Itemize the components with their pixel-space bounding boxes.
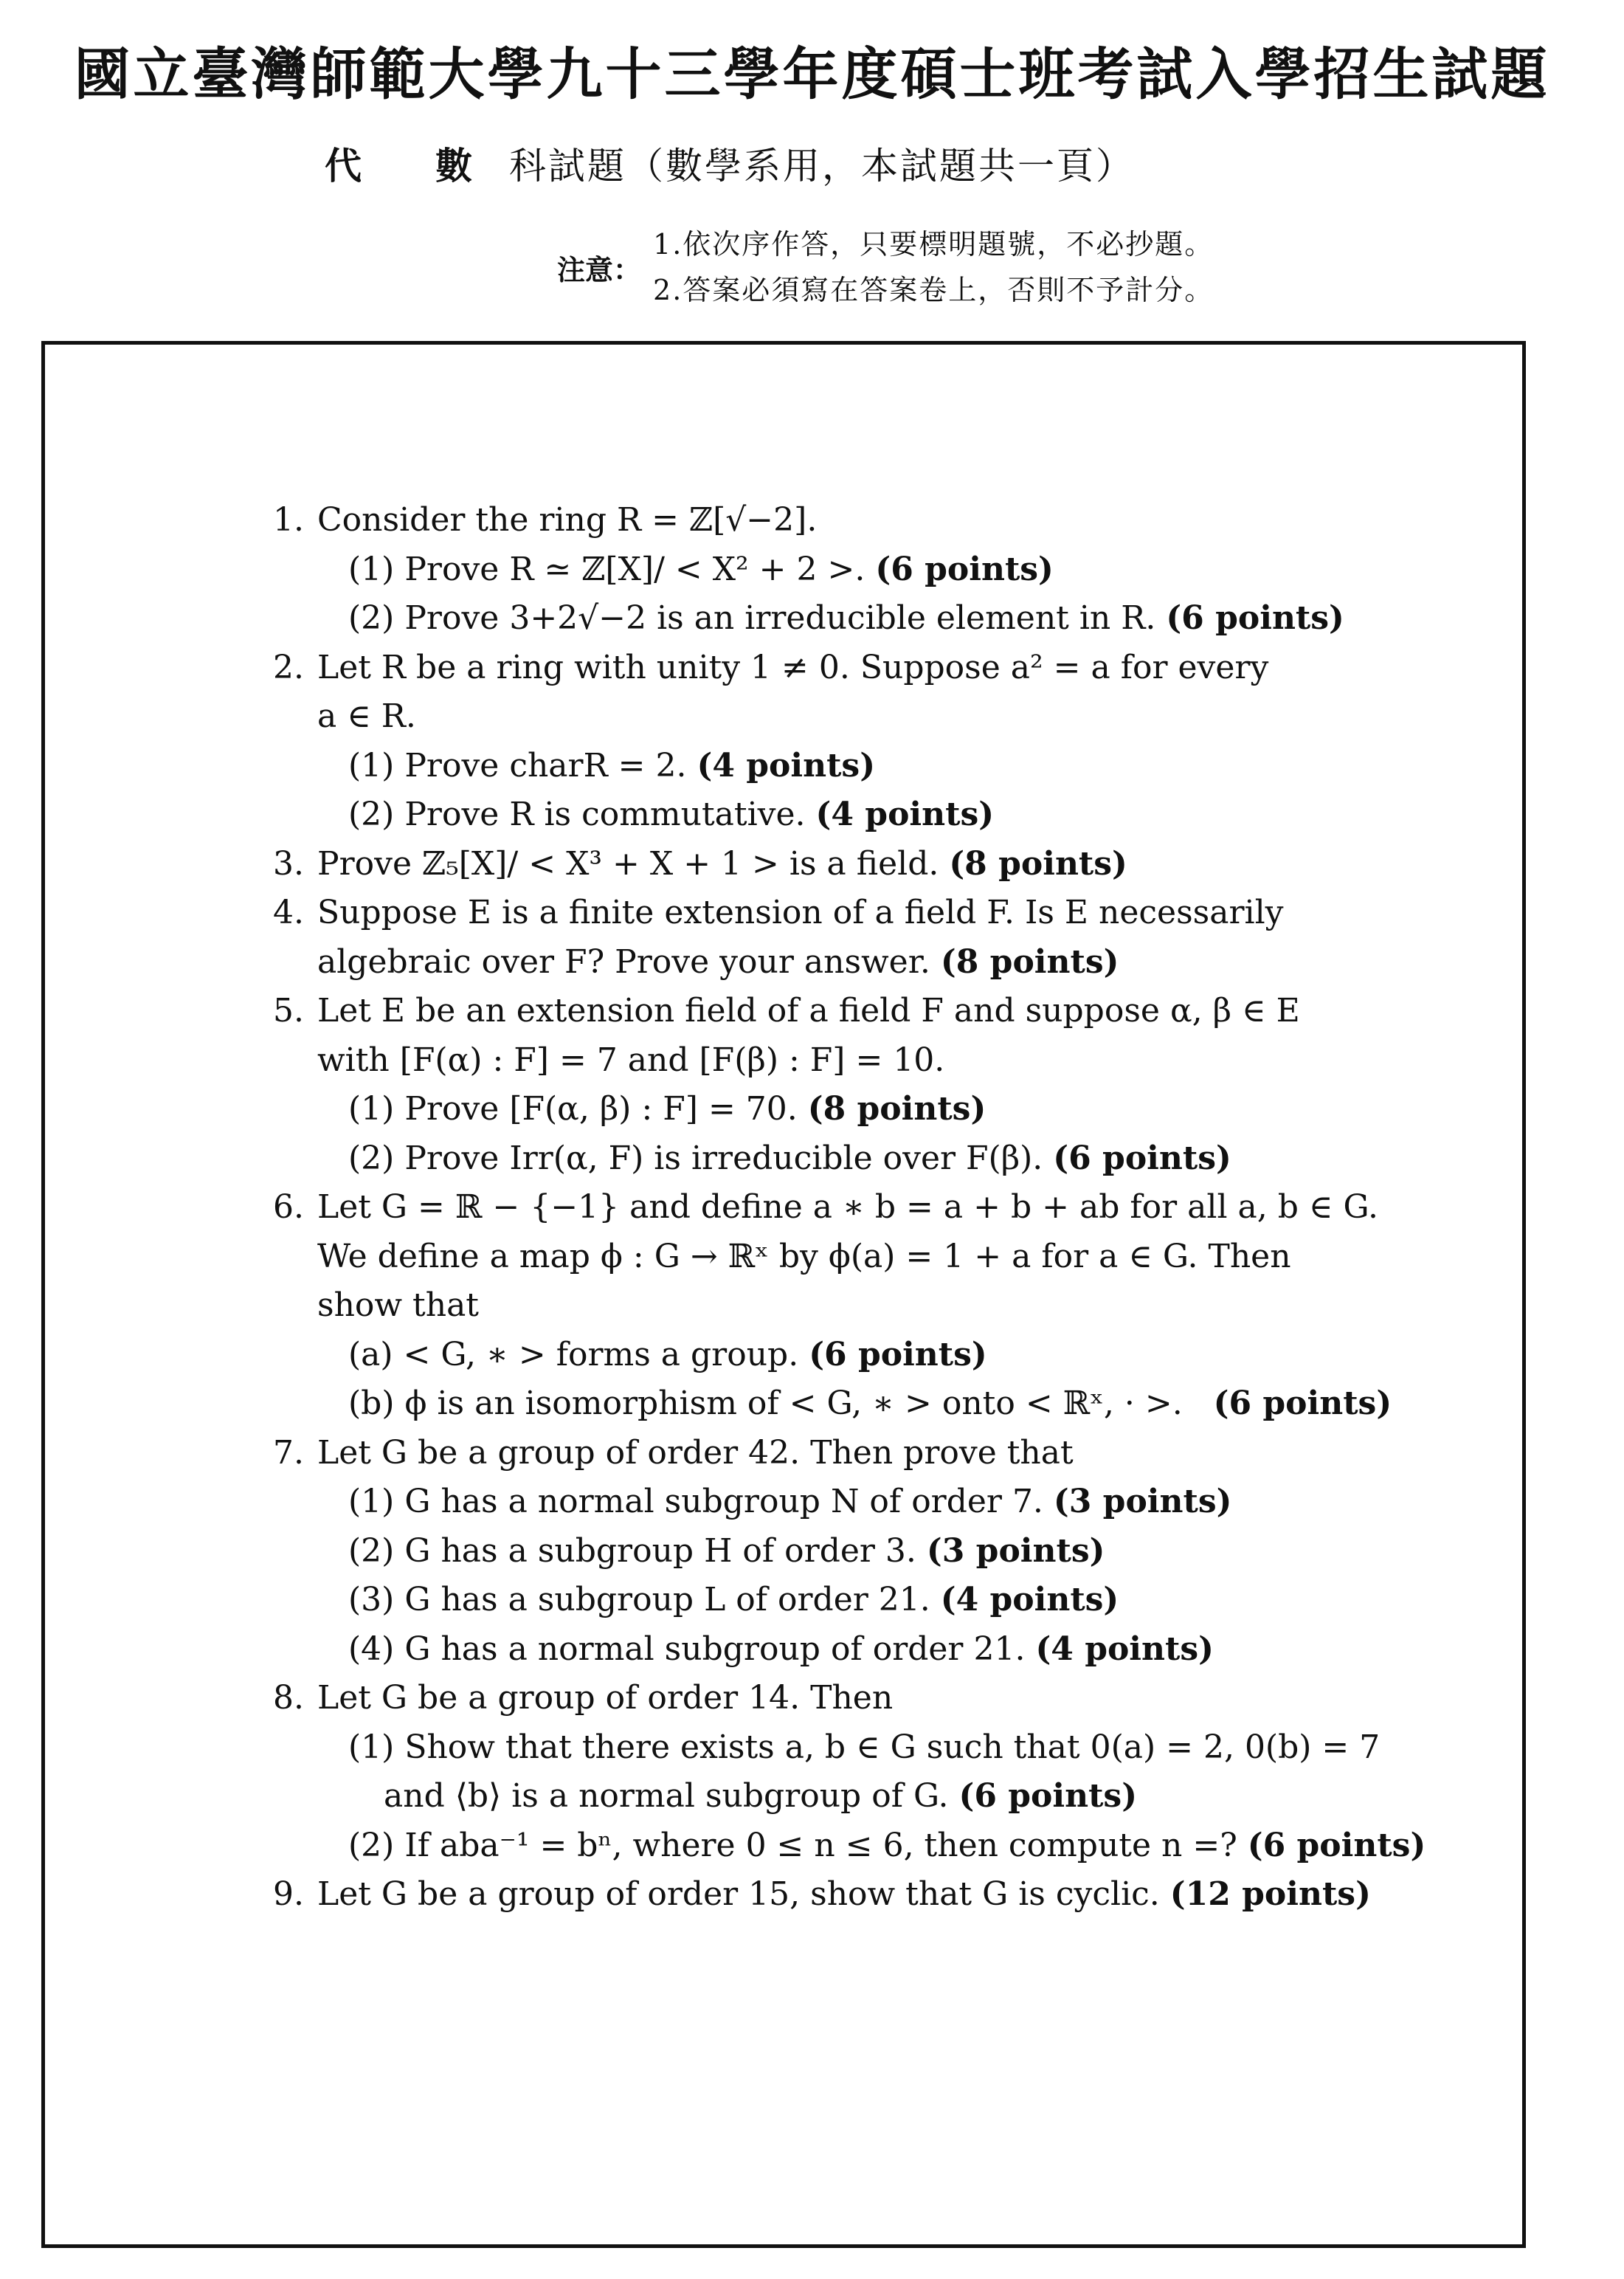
points-label: (8 points): [940, 942, 1119, 981]
question-continuation: We define a map ϕ : G → ℝˣ by ϕ(a) = 1 + a for a ∈ G. Then: [317, 1237, 1291, 1275]
part-text: (1) Prove [F(α, β) : F] = 70.: [348, 1090, 798, 1128]
question-continuation: [258, 938, 1513, 987]
question-part: [258, 1723, 1513, 1773]
points-label: (8 points): [949, 844, 1127, 883]
exam-title: 國立臺灣師範大學九十三學年度碩士班考試入學招生試題: [74, 41, 1550, 107]
question-2: [258, 644, 1513, 693]
question-text: Prove ℤ₅[X]/ < X³ + X + 1 > is a field.: [317, 844, 939, 883]
points-label: (4 points): [697, 746, 876, 785]
part-text: (a) < G, ∗ > forms a group.: [348, 1335, 799, 1373]
part-text: (3) G has a subgroup L of order 21.: [348, 1581, 930, 1618]
part-text: and ⟨b⟩ is a normal subgroup of G.: [384, 1777, 949, 1815]
question-9: [258, 1870, 1513, 1920]
question-part: [258, 1331, 1513, 1380]
points-label: (6 points): [1213, 1385, 1392, 1422]
question-6: [258, 1183, 1513, 1232]
notice-block: [557, 221, 1214, 313]
subject-char-2: 數: [435, 144, 474, 187]
part-text: (2) Prove Irr(α, F) is irreducible over F(β).: [348, 1139, 1043, 1177]
part-text: (1) G has a normal subgroup N of order 7.: [348, 1483, 1043, 1520]
question-continuation: a ∈ R.: [317, 697, 416, 735]
question-part-continuation: [258, 1772, 1513, 1821]
notice-label: 注意：: [557, 252, 642, 286]
continuation-text: algebraic over F? Prove your answer.: [317, 942, 930, 981]
question-number: 9.: [273, 1875, 304, 1913]
question-text: Let G be a group of order 15, show that G is cyclic.: [317, 1875, 1160, 1913]
question-number: 8.: [273, 1679, 304, 1717]
question-part: [258, 742, 1513, 791]
points-label: (12 points): [1169, 1875, 1371, 1913]
points-label: (3 points): [926, 1531, 1105, 1570]
part-text: (2) Prove R is commutative.: [348, 796, 806, 833]
points-label: (3 points): [1053, 1483, 1232, 1520]
question-part: [258, 1821, 1513, 1871]
part-text: (2) If aba⁻¹ = bⁿ, where 0 ≤ n ≤ 6, then compute n =?: [348, 1826, 1237, 1864]
question-text: Suppose E is a finite extension of a field F. Is E necessarily: [317, 894, 1284, 931]
question-part: [258, 1085, 1513, 1134]
points-label: (6 points): [875, 550, 1054, 588]
question-number: 2.: [273, 648, 304, 686]
question-part: [258, 1379, 1513, 1429]
part-text: (b) ϕ is an isomorphism of < G, ∗ > onto < ℝˣ, · >.: [348, 1385, 1183, 1422]
question-part: [258, 594, 1513, 644]
question-part: [258, 1478, 1513, 1527]
subject-rest: 科試題（數學系用，本試題共一頁）: [509, 145, 1135, 187]
question-continuation: show that: [317, 1286, 479, 1324]
question-part: [258, 545, 1513, 595]
points-label: (4 points): [940, 1581, 1119, 1618]
points-label: (6 points): [958, 1777, 1138, 1815]
question-text: Consider the ring R = ℤ[√−2].: [317, 501, 818, 539]
points-label: (6 points): [809, 1335, 987, 1373]
part-text: (2) Prove 3+2√−2 is an irreducible element in R.: [348, 599, 1156, 637]
question-number: 6.: [273, 1188, 304, 1226]
question-text: Let G be a group of order 14. Then: [317, 1679, 894, 1717]
question-part: [258, 1625, 1513, 1675]
question-3: [258, 840, 1513, 889]
question-number: 7.: [273, 1433, 304, 1472]
notice-line-1: 1.依次序作答，只要標明題號，不必抄題。: [653, 228, 1214, 261]
subject-char-1: 代: [325, 144, 364, 187]
part-text: (4) G has a normal subgroup of order 21.: [348, 1630, 1026, 1668]
question-text: Let E be an extension field of a field F and suppose α, β ∈ E: [317, 992, 1300, 1030]
question-5: [258, 987, 1513, 1036]
notice-lines: [653, 221, 1214, 313]
question-number: 3.: [273, 844, 304, 883]
points-label: (6 points): [1053, 1139, 1231, 1177]
question-7: [258, 1429, 1513, 1478]
question-part: [258, 790, 1513, 840]
part-text: (1) Prove R ≃ ℤ[X]/ < X² + 2 >.: [348, 550, 865, 588]
question-number: 4.: [273, 894, 304, 931]
question-number: 1.: [273, 501, 304, 539]
question-part: [258, 1134, 1513, 1184]
points-label: (8 points): [807, 1090, 987, 1128]
question-8: [258, 1674, 1513, 1723]
part-text: (1) Show that there exists a, b ∈ G such that 0(a) = 2, 0(b) = 7: [348, 1728, 1381, 1766]
part-text: (2) G has a subgroup H of order 3.: [348, 1531, 916, 1570]
question-text: Let G = ℝ − {−1} and define a ∗ b = a + b + ab for all a, b ∈ G.: [317, 1188, 1379, 1226]
part-text: (1) Prove charR = 2.: [348, 746, 687, 785]
question-1: [258, 496, 1513, 545]
points-label: (4 points): [815, 796, 995, 833]
question-part: [258, 1527, 1513, 1576]
question-continuation: with [F(α) : F] = 7 and [F(β) : F] = 10.: [317, 1041, 945, 1079]
question-text: Let R be a ring with unity 1 ≠ 0. Suppose a² = a for every: [317, 648, 1269, 686]
question-4: [258, 889, 1513, 938]
points-label: (6 points): [1247, 1826, 1426, 1864]
question-number: 5.: [273, 992, 304, 1030]
points-label: (6 points): [1166, 599, 1344, 637]
question-list: [258, 496, 1513, 1920]
question-text: Let G be a group of order 42. Then prove that: [317, 1433, 1074, 1472]
points-label: (4 points): [1035, 1630, 1214, 1668]
notice-line-2: 2.答案必須寫在答案卷上，否則不予計分。: [653, 274, 1214, 306]
question-part: [258, 1576, 1513, 1625]
